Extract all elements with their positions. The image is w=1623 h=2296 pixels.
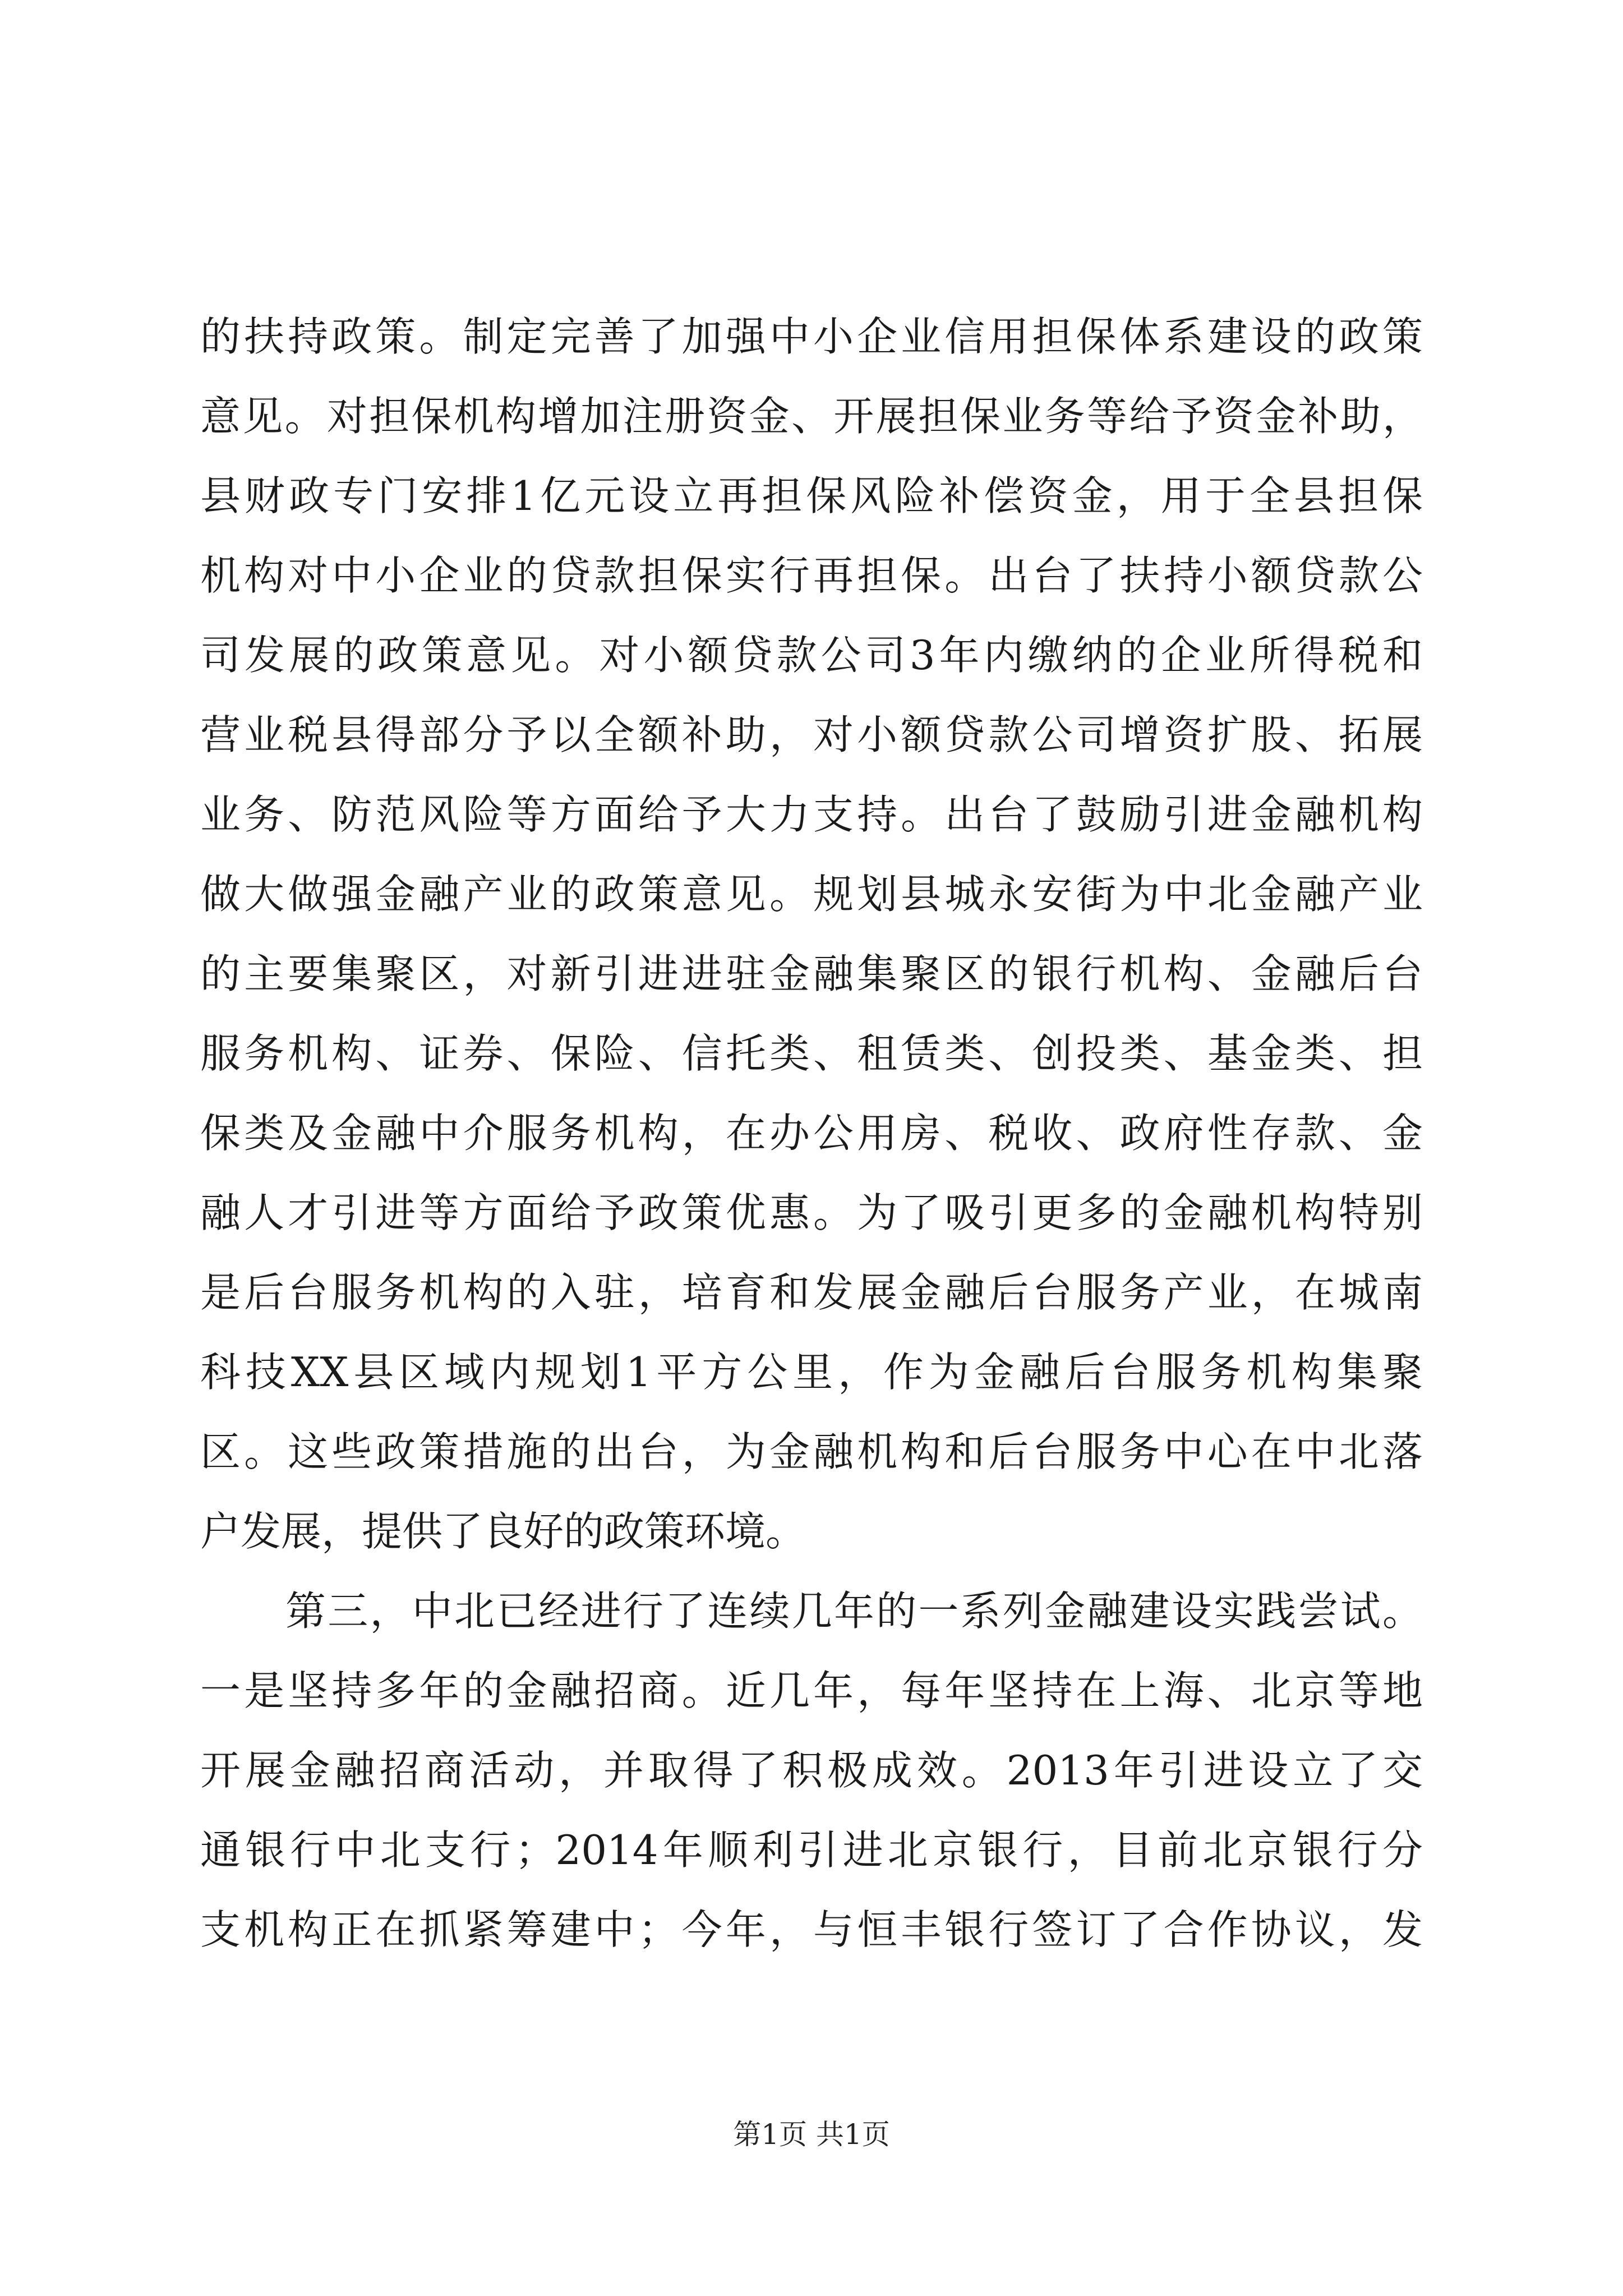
text-line: 是后台服务机构的入驻，培育和发展金融后台服务产业，在城南 [200, 1269, 1423, 1316]
text-line: 开展金融招商活动，并取得了积极成效。2013年引进设立了交 [200, 1747, 1423, 1794]
text-line-paragraph-start: 第三，中北已经进行了连续几年的一系列金融建设实践尝试。 [285, 1588, 1423, 1635]
document-body [200, 297, 1423, 1970]
text-line: 融人才引进等方面给予政策优惠。为了吸引更多的金融机构特别 [200, 1189, 1423, 1236]
text-line: 的主要集聚区，对新引进进驻金融集聚区的银行机构、金融后台 [200, 950, 1423, 997]
text-line: 的扶持政策。制定完善了加强中小企业信用担保体系建设的政策 [200, 313, 1423, 360]
text-line: 服务机构、证券、保险、信托类、租赁类、创投类、基金类、担 [200, 1030, 1423, 1077]
text-line: 科技XX县区域内规划1平方公里，作为金融后台服务机构集聚 [200, 1349, 1423, 1396]
text-line-paragraph-end: 户发展，提供了良好的政策环境。 [200, 1508, 806, 1555]
text-line: 业务、防范风险等方面给予大力支持。出台了鼓励引进金融机构 [200, 791, 1423, 838]
text-line: 机构对中小企业的贷款担保实行再担保。出台了扶持小额贷款公 [200, 552, 1423, 599]
text-line: 保类及金融中介服务机构，在办公用房、税收、政府性存款、金 [200, 1110, 1423, 1157]
text-line: 营业税县得部分予以全额补助，对小额贷款公司增资扩股、拓展 [200, 711, 1423, 758]
text-line: 区。这些政策措施的出台，为金融机构和后台服务中心在中北落 [200, 1428, 1423, 1475]
text-line: 一是坚持多年的金融招商。近几年，每年坚持在上海、北京等地 [200, 1667, 1423, 1714]
page-footer: 第1页 共1页 [733, 2118, 890, 2151]
text-line: 做大做强金融产业的政策意见。规划县城永安街为中北金融产业 [200, 871, 1423, 918]
text-line: 司发展的政策意见。对小额贷款公司3年内缴纳的企业所得税和 [200, 632, 1423, 679]
text-line: 支机构正在抓紧筹建中；今年，与恒丰银行签订了合作协议，发 [200, 1906, 1423, 1953]
text-line: 县财政专门安排1亿元设立再担保风险补偿资金，用于全县担保 [200, 472, 1423, 519]
text-line: 意见。对担保机构增加注册资金、开展担保业务等给予资金补助， [200, 393, 1423, 440]
text-line: 通银行中北支行；2014年顺利引进北京银行，目前北京银行分 [200, 1826, 1423, 1874]
